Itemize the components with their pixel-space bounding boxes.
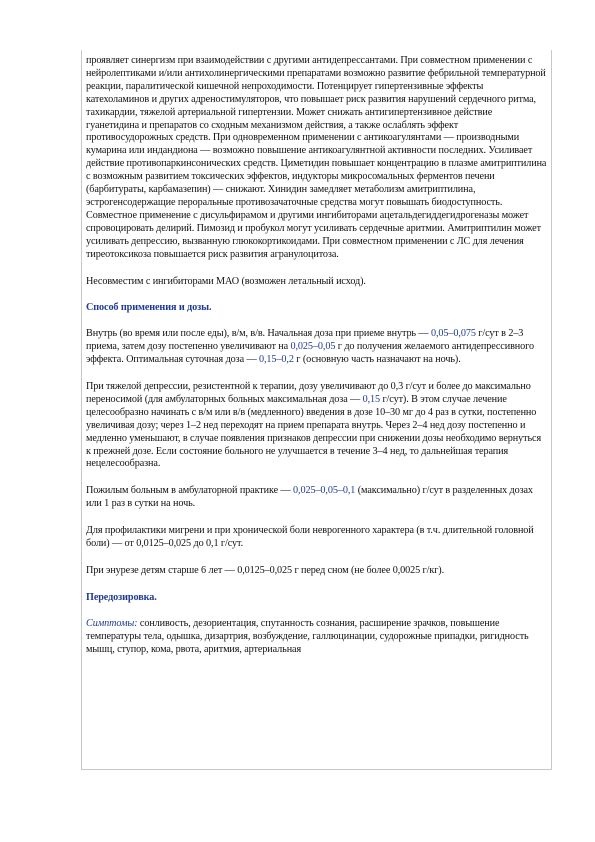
- incompatibility-paragraph: [86, 276, 547, 289]
- incompatibility-text: Несовместим с ингибиторами МАО (возможен летальный исход).: [86, 275, 366, 287]
- dosage-heading: Способ применения и дозы.: [86, 302, 212, 314]
- interactions-text: проявляет синергизм при взаимодействии с другими антидепрессантами. При совместном применении с нейролептиками и/или антихолинергическими препаратами возможно развитие фебрильной температурной реакции, паралитической кишечной непроходимости. Потенцирует гипертензивные эффекты катехоламинов и других адреностимуляторов, что повышает риск развития нарушений сердечного ритма, тахикардии, тяжелой артериальной гипертензии. Может снижать антигипертензивное действие гуанетидина и препаратов со сходным механизмом действия, а также ослаблять эффект противосудорожных средств. При одновременном применении с антикоагулянтами — производными кумарина или индандиона — возможно повышение антикоагулянтной активности последних. Усиливает действие противопаркинсонических средств. Циметидин повышает концентрацию в плазме амитриптилина с возможным развитием токсических эффектов, индукторы микросомальных ферментов печени (барбитураты, карбамазепин) — снижают. Хинидин замедляет метаболизм амитриптилина, эстрогенсодержащие пероральные противозачаточные средства могут повышать биодоступность. Совместное применение с дисульфирамом и другими ингибиторами ацетальдегиддегидрогеназы может спровоцировать делирий. Пимозид и пробукол могут усиливать сердечные аритмии. Амитриптилин может усиливать депрессию, вызванную глюкокортикоидами. При совместном применении с ЛС для лечения тиреотоксикоза повышается риск развития агранулоцитоза.: [86, 55, 547, 260]
- dosage-oral-text-c: г до получения желаемого антидепрессивного эффекта. Оптимальная суточная доза —: [86, 341, 534, 366]
- dosage-elderly-text-b: (максимально) г/сут в разделенных дозах или 1 раз в сутки на ночь.: [86, 485, 533, 510]
- document-frame: [81, 50, 552, 770]
- dosage-oral-text-b: г/сут в 2–3 приема, затем дозу постепенно увеличивают на: [86, 328, 524, 353]
- interactions-paragraph: [86, 55, 547, 262]
- dosage-paragraph-elderly: [86, 485, 547, 511]
- dosage-oral-text-d: г (основную часть назначают на ночь).: [293, 354, 461, 366]
- document-body: [82, 50, 551, 657]
- dosage-enuresis-text: При энурезе детям старше 6 лет — 0,0125–0,025 г перед сном (не более 0,0025 г/кг).: [86, 565, 445, 576]
- dose-value: 0,05–0,075: [430, 328, 476, 340]
- dose-value: 0,025–0,05: [290, 341, 336, 353]
- dosage-elderly-text-a: Пожилым больным в амбулаторной практике —: [86, 485, 294, 497]
- dosage-migraine-text: Для профилактики мигрени и при хронической боли неврогенного характера (в т.ч. длительной головной боли) — от 0,0125–0,025 до 0,1 г/сут.: [86, 525, 534, 550]
- dose-value: 0,15: [362, 393, 381, 405]
- dosage-paragraph-migraine: [86, 525, 547, 551]
- overdose-symptoms-paragraph: [86, 618, 547, 657]
- dosage-paragraph-enuresis: [86, 565, 547, 578]
- dosage-paragraph-severe: [86, 381, 547, 471]
- symptoms-text: сонливость, дезориентация, спутанность сознания, расширение зрачков, повышение температуры тела, одышка, дизартрия, возбуждение, галлюцинации, судорожные припадки, ригидность мышц, ступор, кома, рвота, аритмия, артериальная: [86, 617, 529, 655]
- dosage-severe-text-b: г/сут). В этом случае лечение целесообразно начинать с в/м или в/в (медленного) введения в дозе 10–30 мг до 4 раз в сутки, постепенно увеличивая дозу; через 1–2 нед переходят на прием препарата внутрь. Через 2–4 нед дозу постепенно и медленно уменьшают, в случае появления признаков депрессии при снижении дозы необходимо вернуться к прежней дозе. Если состояние больного не улучшается в течение 3–4 нед, то дальнейшая терапия нецелесообразна.: [86, 393, 542, 470]
- symptoms-label: Симптомы:: [86, 617, 138, 629]
- dosage-paragraph-oral: [86, 328, 547, 367]
- dosage-severe-text-a: При тяжелой депрессии, резистентной к терапии, дозу увеличивают до 0,3 г/сут и более до максимально переносимой (для амбулаторных больных максимальная доза —: [86, 381, 531, 405]
- overdose-heading: Передозировка.: [86, 591, 157, 603]
- dose-value: 0,15–0,2: [258, 354, 294, 366]
- dose-value: 0,025–0,05–0,1: [293, 485, 356, 497]
- dosage-oral-text-a: Внутрь (во время или после еды), в/м, в/в. Начальная доза при приеме внутрь —: [86, 328, 431, 340]
